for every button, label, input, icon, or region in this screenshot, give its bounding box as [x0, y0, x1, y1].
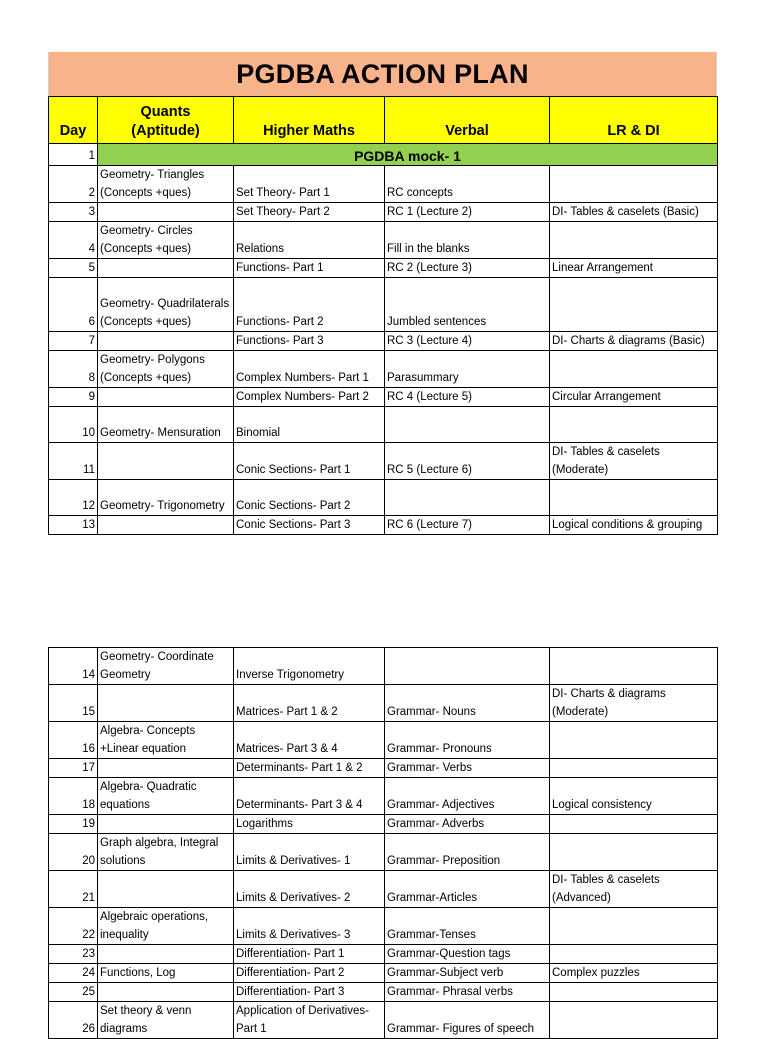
verbal-cell: Grammar- Figures of speech [385, 1002, 550, 1039]
lrdi-cell [550, 908, 718, 945]
higher-maths-cell: Inverse Trigonometry [234, 648, 385, 685]
higher-maths-cell: Determinants- Part 3 & 4 [234, 778, 385, 815]
lrdi-cell [550, 722, 718, 759]
quants-cell: Algebraic operations, inequality [98, 908, 234, 945]
header-day: Day [49, 97, 98, 144]
higher-maths-cell: Limits & Derivatives- 2 [234, 871, 385, 908]
header-higher-maths: Higher Maths [234, 97, 385, 144]
higher-maths-cell: Conic Sections- Part 2 [234, 480, 385, 516]
verbal-cell [385, 480, 550, 516]
quants-cell: Functions, Log [98, 964, 234, 983]
lrdi-cell [550, 222, 718, 259]
lrdi-cell [550, 648, 718, 685]
lrdi-cell [550, 278, 718, 332]
higher-maths-cell: Limits & Derivatives- 1 [234, 834, 385, 871]
higher-maths-cell: Functions- Part 2 [234, 278, 385, 332]
lrdi-cell [550, 834, 718, 871]
verbal-cell: RC 4 (Lecture 5) [385, 388, 550, 407]
header-quants-line2: (Aptitude) [131, 123, 200, 139]
quants-cell: Set theory & venn diagrams [98, 1002, 234, 1039]
verbal-cell: Grammar- Adjectives [385, 778, 550, 815]
higher-maths-cell: Matrices- Part 1 & 2 [234, 685, 385, 722]
mock-row [49, 144, 718, 166]
lrdi-cell [550, 480, 718, 516]
table-1-body [49, 166, 718, 535]
day-cell: 8 [49, 351, 98, 388]
quants-cell [98, 945, 234, 964]
lrdi-cell [550, 815, 718, 834]
quants-cell [98, 815, 234, 834]
table-row [49, 222, 718, 259]
higher-maths-cell: Matrices- Part 3 & 4 [234, 722, 385, 759]
day-cell: 14 [49, 648, 98, 685]
day-cell: 20 [49, 834, 98, 871]
verbal-cell: Grammar- Pronouns [385, 722, 550, 759]
higher-maths-cell: Application of Derivatives- Part 1 [234, 1002, 385, 1039]
higher-maths-cell: Complex Numbers- Part 1 [234, 351, 385, 388]
header-verbal: Verbal [385, 97, 550, 144]
higher-maths-cell: Conic Sections- Part 3 [234, 516, 385, 535]
lrdi-cell: DI- Tables & caselets (Advanced) [550, 871, 718, 908]
day-cell: 18 [49, 778, 98, 815]
day-cell: 25 [49, 983, 98, 1002]
quants-cell: Algebra- Quadratic equations [98, 778, 234, 815]
quants-cell: Graph algebra, Integral solutions [98, 834, 234, 871]
day-cell: 4 [49, 222, 98, 259]
table-row [49, 203, 718, 222]
table-row [49, 1002, 718, 1039]
table-row [49, 407, 718, 443]
quants-cell [98, 443, 234, 480]
table-row [49, 722, 718, 759]
mock-day: 1 [49, 144, 98, 166]
quants-cell: Geometry- Mensuration [98, 407, 234, 443]
header-quants [98, 97, 234, 144]
verbal-cell: RC 5 (Lecture 6) [385, 443, 550, 480]
higher-maths-cell: Differentiation- Part 2 [234, 964, 385, 983]
lrdi-cell: DI- Charts & diagrams (Basic) [550, 332, 718, 351]
day-cell: 12 [49, 480, 98, 516]
lrdi-cell: Linear Arrangement [550, 259, 718, 278]
quants-cell [98, 759, 234, 778]
verbal-cell: Grammar- Preposition [385, 834, 550, 871]
lrdi-cell: Complex puzzles [550, 964, 718, 983]
day-cell: 11 [49, 443, 98, 480]
header-lrdi: LR & DI [550, 97, 718, 144]
table-row [49, 278, 718, 332]
verbal-cell: Grammar- Phrasal verbs [385, 983, 550, 1002]
lrdi-cell [550, 1002, 718, 1039]
higher-maths-cell: Complex Numbers- Part 2 [234, 388, 385, 407]
day-cell: 6 [49, 278, 98, 332]
verbal-cell: Grammar- Nouns [385, 685, 550, 722]
table-row [49, 443, 718, 480]
higher-maths-cell: Functions- Part 1 [234, 259, 385, 278]
table-row [49, 685, 718, 722]
quants-cell: Geometry- Coordinate Geometry [98, 648, 234, 685]
quants-cell [98, 516, 234, 535]
table-row [49, 648, 718, 685]
header-row [49, 97, 718, 144]
day-cell: 13 [49, 516, 98, 535]
quants-cell: Geometry- Trigonometry [98, 480, 234, 516]
verbal-cell: Grammar-Tenses [385, 908, 550, 945]
table-row [49, 945, 718, 964]
lrdi-cell [550, 945, 718, 964]
higher-maths-cell: Binomial [234, 407, 385, 443]
quants-cell [98, 203, 234, 222]
table-row [49, 332, 718, 351]
quants-cell: Geometry- Triangles (Concepts +ques) [98, 166, 234, 203]
day-cell: 21 [49, 871, 98, 908]
verbal-cell: RC 1 (Lecture 2) [385, 203, 550, 222]
verbal-cell: Parasummary [385, 351, 550, 388]
action-plan-table-2 [48, 647, 718, 1039]
day-cell: 2 [49, 166, 98, 203]
quants-cell: Geometry- Polygons (Concepts +ques) [98, 351, 234, 388]
higher-maths-cell: Functions- Part 3 [234, 332, 385, 351]
quants-cell [98, 871, 234, 908]
day-cell: 3 [49, 203, 98, 222]
table-row [49, 834, 718, 871]
quants-cell [98, 332, 234, 351]
verbal-cell: RC 6 (Lecture 7) [385, 516, 550, 535]
quants-cell [98, 983, 234, 1002]
verbal-cell: Jumbled sentences [385, 278, 550, 332]
day-cell: 19 [49, 815, 98, 834]
verbal-cell: RC 2 (Lecture 3) [385, 259, 550, 278]
table-row [49, 351, 718, 388]
table-row [49, 964, 718, 983]
day-cell: 7 [49, 332, 98, 351]
verbal-cell: Grammar-Question tags [385, 945, 550, 964]
quants-cell: Algebra- Concepts +Linear equation [98, 722, 234, 759]
table-row [49, 259, 718, 278]
table-row [49, 388, 718, 407]
action-plan-table-1 [48, 96, 718, 535]
table-2-body [49, 648, 718, 1039]
quants-cell: Geometry- Quadrilaterals (Concepts +ques) [98, 278, 234, 332]
lrdi-cell: DI- Tables & caselets (Moderate) [550, 443, 718, 480]
day-cell: 5 [49, 259, 98, 278]
higher-maths-cell: Set Theory- Part 2 [234, 203, 385, 222]
higher-maths-cell: Relations [234, 222, 385, 259]
higher-maths-cell: Determinants- Part 1 & 2 [234, 759, 385, 778]
verbal-cell: RC 3 (Lecture 4) [385, 332, 550, 351]
day-cell: 10 [49, 407, 98, 443]
quants-cell [98, 388, 234, 407]
verbal-cell [385, 648, 550, 685]
table-row [49, 759, 718, 778]
table-row [49, 815, 718, 834]
verbal-cell [385, 407, 550, 443]
mock-label: PGDBA mock- 1 [98, 144, 718, 166]
table-row [49, 908, 718, 945]
table-row [49, 983, 718, 1002]
lrdi-cell [550, 407, 718, 443]
lrdi-cell [550, 351, 718, 388]
day-cell: 17 [49, 759, 98, 778]
day-cell: 9 [49, 388, 98, 407]
header-quants-line1: Quants [140, 104, 191, 120]
verbal-cell: Grammar- Verbs [385, 759, 550, 778]
quants-cell [98, 259, 234, 278]
verbal-cell: Fill in the blanks [385, 222, 550, 259]
verbal-cell: Grammar-Subject verb [385, 964, 550, 983]
lrdi-cell [550, 983, 718, 1002]
higher-maths-cell: Differentiation- Part 3 [234, 983, 385, 1002]
table-row [49, 516, 718, 535]
verbal-cell: RC concepts [385, 166, 550, 203]
day-cell: 16 [49, 722, 98, 759]
higher-maths-cell: Differentiation- Part 1 [234, 945, 385, 964]
day-cell: 15 [49, 685, 98, 722]
day-cell: 24 [49, 964, 98, 983]
table-row [49, 166, 718, 203]
day-cell: 22 [49, 908, 98, 945]
higher-maths-cell: Conic Sections- Part 1 [234, 443, 385, 480]
lrdi-cell: Circular Arrangement [550, 388, 718, 407]
verbal-cell: Grammar-Articles [385, 871, 550, 908]
lrdi-cell [550, 759, 718, 778]
title-bar [48, 52, 717, 96]
lrdi-cell: DI- Tables & caselets (Basic) [550, 203, 718, 222]
lrdi-cell: DI- Charts & diagrams (Moderate) [550, 685, 718, 722]
lrdi-cell: Logical consistency [550, 778, 718, 815]
page-title: PGDBA ACTION PLAN [236, 58, 529, 89]
table-row [49, 480, 718, 516]
quants-cell: Geometry- Circles (Concepts +ques) [98, 222, 234, 259]
day-cell: 23 [49, 945, 98, 964]
day-cell: 26 [49, 1002, 98, 1039]
lrdi-cell [550, 166, 718, 203]
higher-maths-cell: Set Theory- Part 1 [234, 166, 385, 203]
quants-cell [98, 685, 234, 722]
verbal-cell: Grammar- Adverbs [385, 815, 550, 834]
lrdi-cell: Logical conditions & grouping [550, 516, 718, 535]
higher-maths-cell: Logarithms [234, 815, 385, 834]
table-row [49, 871, 718, 908]
higher-maths-cell: Limits & Derivatives- 3 [234, 908, 385, 945]
table-row [49, 778, 718, 815]
